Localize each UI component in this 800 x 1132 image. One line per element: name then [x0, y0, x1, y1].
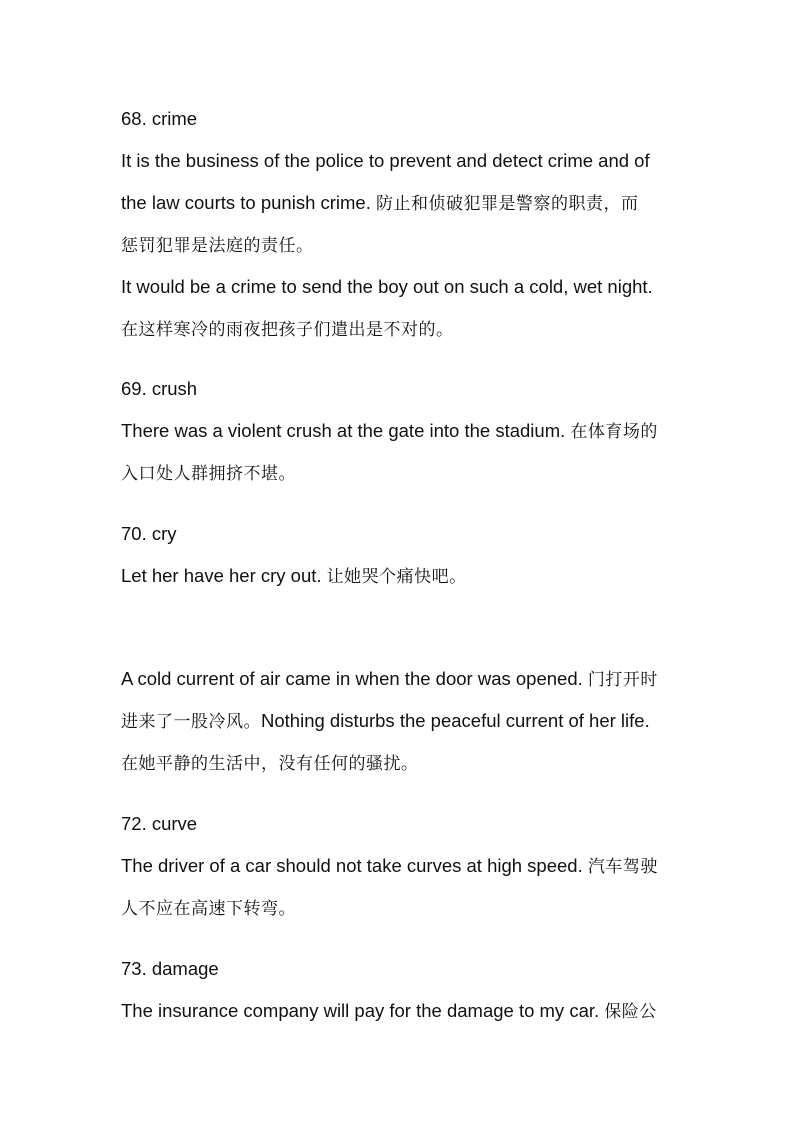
example-line [121, 895, 691, 922]
chinese-translation: 在她平静的生活中，没有任何的骚扰。 [121, 754, 419, 774]
example-line [121, 998, 691, 1025]
example-line [121, 274, 691, 300]
chinese-translation: 惩罚犯罪是法庭的责任。 [121, 236, 314, 256]
chinese-translation: 让她哭个痛快吧。 [326, 567, 467, 587]
example-line [121, 316, 691, 343]
chinese-translation: 保险公 [604, 1002, 657, 1022]
chinese-translation: 在体育场的 [570, 422, 658, 442]
english-text: The driver of a car should not take curves at high speed. [121, 855, 583, 876]
entry-heading-crush: 69. crush [121, 378, 198, 399]
english-text: the law courts to punish crime. [121, 192, 371, 213]
entry-heading-curve: 72. curve [121, 813, 198, 834]
chinese-translation: 进来了一股冷风。 [121, 712, 261, 732]
entry-heading-crime: 68. crime [121, 108, 198, 129]
entry-heading-cry: 70. cry [121, 523, 177, 544]
english-text: There was a violent crush at the gate into the stadium. [121, 420, 566, 441]
entry-heading-damage: 73. damage [121, 958, 219, 979]
english-text: Let her have her cry out. [121, 565, 322, 586]
english-text: The insurance company will pay for the damage to my car. [121, 1000, 600, 1021]
chinese-translation: 人不应在高速下转弯。 [121, 899, 296, 919]
example-line [121, 148, 691, 174]
example-line [121, 418, 691, 445]
example-line [121, 666, 691, 693]
example-line [121, 563, 691, 590]
example-line [121, 460, 691, 487]
chinese-translation: 在这样寒冷的雨夜把孩子们遣出是不对的。 [121, 320, 454, 340]
english-text: It is the business of the police to prevent and detect crime and of [121, 150, 650, 171]
chinese-translation: 入口处人群拥挤不堪。 [121, 464, 296, 484]
example-line [121, 190, 691, 217]
example-line [121, 708, 691, 735]
example-line [121, 853, 691, 880]
english-text: It would be a crime to send the boy out on such a cold, wet night. [121, 276, 653, 297]
example-line [121, 750, 691, 777]
chinese-translation: 汽车驾驶 [587, 857, 658, 877]
chinese-translation: 门打开时 [587, 670, 658, 690]
english-text: A cold current of air came in when the door was opened. [121, 668, 583, 689]
example-line [121, 232, 691, 259]
english-text: Nothing disturbs the peaceful current of her life. [261, 710, 650, 731]
chinese-translation: 防止和侦破犯罪是警察的职责，而 [376, 194, 639, 214]
